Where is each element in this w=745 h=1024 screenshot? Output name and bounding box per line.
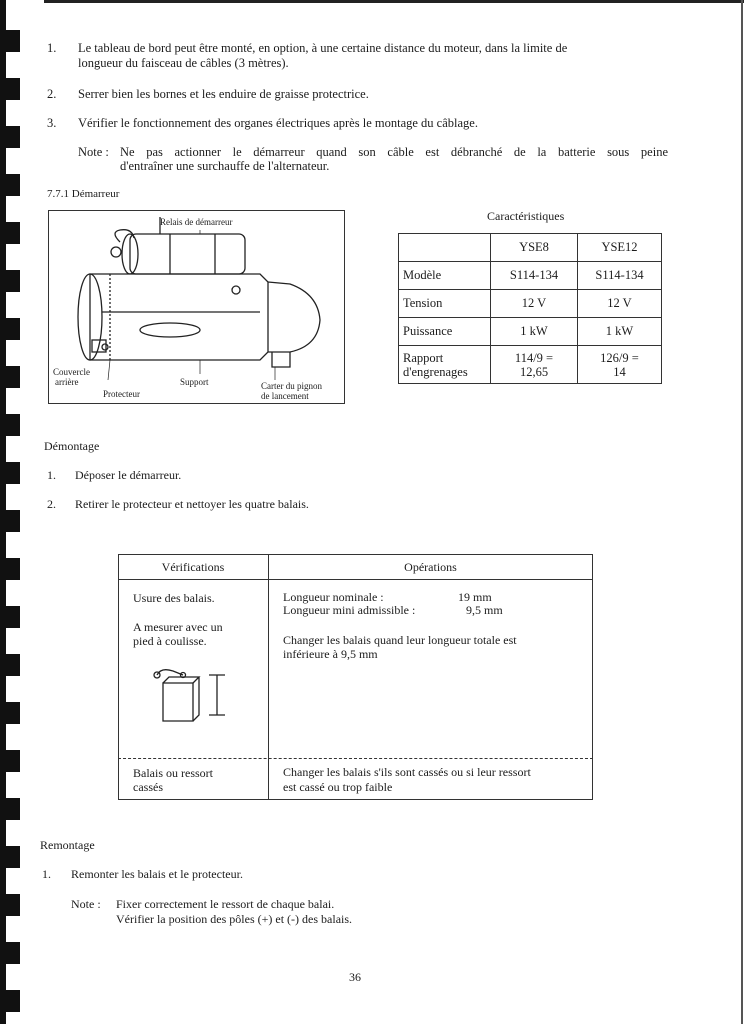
remontage-heading: Remontage <box>40 838 95 852</box>
checks-column-divider <box>268 554 269 800</box>
specs-cell <box>578 346 662 384</box>
specs-row-label-line: d'engrenages <box>403 364 468 379</box>
brush-caliper-illustration <box>145 665 245 725</box>
label-carter: Carter du pignon <box>261 381 322 391</box>
operation-value: 9,5 mm <box>466 603 503 617</box>
specs-cell: S114-134 <box>578 262 662 290</box>
specs-column-header: YSE12 <box>578 234 662 262</box>
label-arriere: arrière <box>55 377 79 387</box>
item-number: 1. <box>47 468 56 482</box>
binding-holes-strip <box>0 0 22 1024</box>
specs-title: Caractéristiques <box>487 209 565 223</box>
label-support: Support <box>180 377 209 387</box>
note-text: Ne pas actionner le démarreur quand son câble est débranché de la batterie sous peine <box>120 145 668 159</box>
checks-column-header: Vérifications <box>161 560 225 574</box>
check-text: cassés <box>133 780 163 794</box>
specs-row-label: Puissance <box>399 318 491 346</box>
specs-row-label: Modèle <box>399 262 491 290</box>
item-text: Retirer le protecteur et nettoyer les quatre balais. <box>75 497 309 511</box>
check-text: Balais ou ressort <box>133 766 213 780</box>
check-text: Usure des balais. <box>133 591 215 605</box>
item-text: Vérifier le fonctionnement des organes électriques après le montage du câblage. <box>78 116 478 130</box>
note-label: Note : <box>78 145 109 159</box>
item-text: Remonter les balais et le protecteur. <box>71 867 243 881</box>
label-carter: de lancement <box>261 391 309 401</box>
item-number: 2. <box>47 497 56 511</box>
specs-cell-line: 12,65 <box>519 364 549 379</box>
item-text: Serrer bien les bornes et les enduire de graisse protectrice. <box>78 87 369 101</box>
top-border-line <box>44 0 744 3</box>
specs-cell-line: 114/9 = <box>514 350 554 365</box>
specs-cell: S114-134 <box>491 262 578 290</box>
specs-cell <box>491 346 578 384</box>
specs-cell-line: 14 <box>613 364 626 379</box>
operation-text: Changer les balais quand leur longueur totale est <box>283 633 517 647</box>
checks-row-divider <box>118 758 593 759</box>
note-text: Fixer correctement le ressort de chaque balai. <box>116 897 335 911</box>
specs-corner-cell <box>399 234 491 262</box>
note-text: Vérifier la position des pôles (+) et (-) des balais. <box>116 912 353 926</box>
item-text: Déposer le démarreur. <box>75 468 182 482</box>
note-text: d'entraîner une surchauffe de l'alternateur. <box>120 159 330 173</box>
note-label: Note : <box>71 897 101 911</box>
operation-label: Longueur mini admissible : <box>283 603 416 617</box>
specs-cell: 1 kW <box>578 318 662 346</box>
specs-table <box>398 233 662 384</box>
label-protecteur: Protecteur <box>103 389 140 399</box>
operation-label: Longueur nominale : <box>283 590 384 604</box>
label-couvercle: Couvercle <box>53 367 90 377</box>
operation-text: est cassé ou trop faible <box>283 780 393 794</box>
operation-text: Changer les balais s'ils sont cassés ou si leur ressort <box>283 765 531 779</box>
specs-row-label: Tension <box>399 290 491 318</box>
specs-cell: 1 kW <box>491 318 578 346</box>
check-text: A mesurer avec un <box>133 620 223 634</box>
label-relais: Relais de démarreur <box>160 217 233 227</box>
item-number: 1. <box>47 41 57 55</box>
item-number: 3. <box>47 116 57 130</box>
specs-cell-line: 126/9 = <box>600 350 639 365</box>
specs-row-label-line: Rapport <box>403 350 444 365</box>
checks-header-divider <box>118 579 593 580</box>
check-text: pied à coulisse. <box>133 634 207 648</box>
specs-row-label <box>399 346 491 384</box>
page-number: 36 <box>349 970 361 984</box>
operation-value: 19 mm <box>458 590 492 604</box>
right-border-line <box>741 0 743 1024</box>
specs-column-header: YSE8 <box>491 234 578 262</box>
item-number: 1. <box>42 867 51 881</box>
checks-column-header: Opérations <box>404 560 457 574</box>
specs-cell: 12 V <box>491 290 578 318</box>
demontage-heading: Démontage <box>44 439 100 453</box>
starter-motor-drawing <box>50 212 343 402</box>
item-number: 2. <box>47 87 57 101</box>
operation-text: inférieure à 9,5 mm <box>283 647 378 661</box>
item-text: longueur du faisceau de câbles (3 mètres). <box>78 56 289 70</box>
specs-cell: 12 V <box>578 290 662 318</box>
item-text: Le tableau de bord peut être monté, en option, à une certaine distance du moteur, dans la limite de <box>78 41 568 55</box>
section-heading: 7.7.1 Démarreur <box>47 188 120 200</box>
